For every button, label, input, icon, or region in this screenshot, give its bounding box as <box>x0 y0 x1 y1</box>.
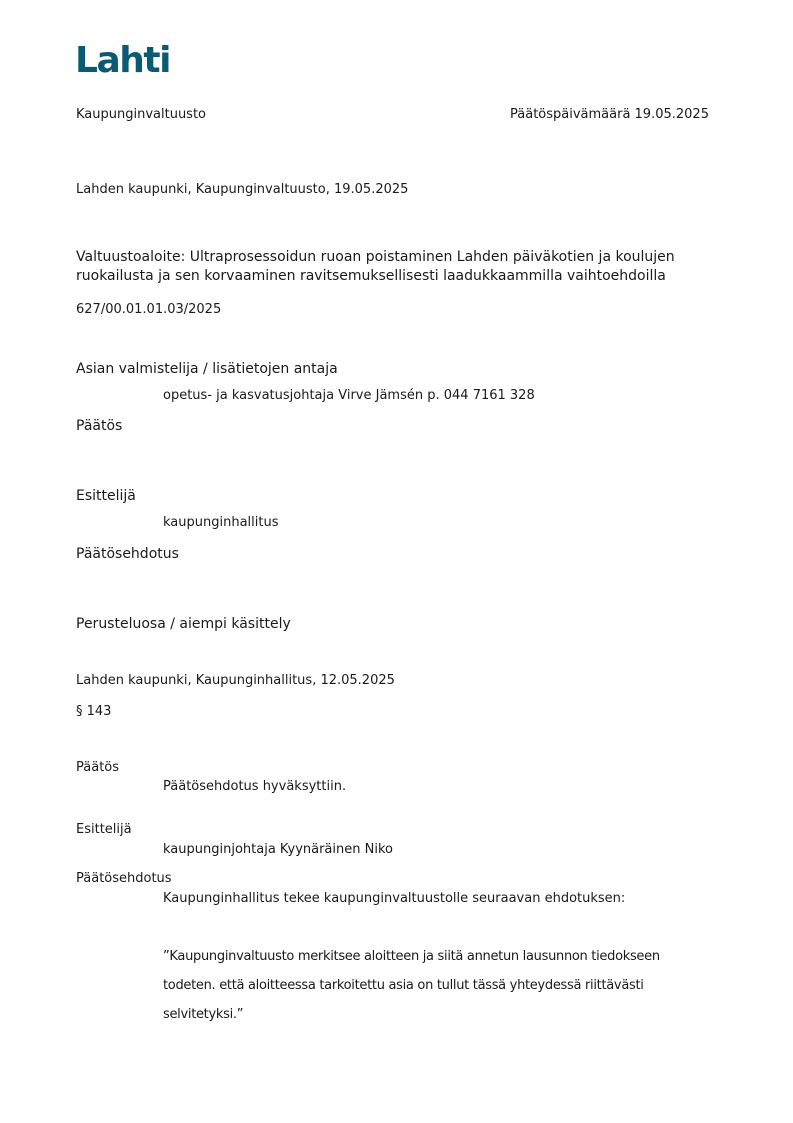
decision-date: Päätöspäivämäärä 19.05.2025 <box>510 107 709 122</box>
presenter-value: kaupunginhallitus <box>163 515 279 530</box>
board-presenter-value: kaupunginjohtaja Kyynäräinen Niko <box>163 842 393 857</box>
document-body-name: Kaupunginvaltuusto <box>76 107 207 122</box>
decision-heading: Päätös <box>76 418 123 434</box>
board-decision-heading: Päätös <box>76 760 120 775</box>
preparer-heading: Asian valmistelija / lisätietojen antaja <box>76 361 338 377</box>
background-heading: Perusteluosa / aiempi käsittely <box>76 616 291 632</box>
preparer-value: opetus- ja kasvatusjohtaja Virve Jämsén p. 044 7161 328 <box>163 388 535 403</box>
board-presenter-heading: Esittelijä <box>76 822 132 837</box>
diary-number: 627/00.01.01.03/2025 <box>76 302 222 317</box>
proposal-heading: Päätösehdotus <box>76 546 179 562</box>
section-number: § 143 <box>76 704 112 719</box>
board-decision-value: Päätösehdotus hyväksyttiin. <box>163 779 347 794</box>
lahti-logo: Lahti <box>75 40 170 81</box>
board-proposal-heading: Päätösehdotus <box>76 871 172 886</box>
title-line-1: Valtuustoaloite: Ultraprosessoidun ruoan poistaminen Lahden päiväkotien ja koulujen <box>76 249 675 265</box>
board-meeting-line: Lahden kaupunki, Kaupunginhallitus, 12.05.2025 <box>76 673 395 688</box>
quote-line-3: selvitetyksi.” <box>163 1007 244 1022</box>
board-proposal-intro: Kaupunginhallitus tekee kaupunginvaltuustolle seuraavan ehdotuksen: <box>163 891 626 906</box>
quote-line-1: ”Kaupunginvaltuusto merkitsee aloitteen ja siitä annetun lausunnon tiedokseen <box>163 949 660 964</box>
quote-line-2: todeten. että aloitteessa tarkoitettu asia on tullut tässä yhteydessä riittävästi <box>163 978 644 993</box>
presenter-heading: Esittelijä <box>76 488 136 504</box>
meeting-line: Lahden kaupunki, Kaupunginvaltuusto, 19.05.2025 <box>76 182 409 197</box>
title-line-2: ruokailusta ja sen korvaaminen ravitsemuksellisesti laadukkaammilla vaihtoehdoilla <box>76 268 666 284</box>
